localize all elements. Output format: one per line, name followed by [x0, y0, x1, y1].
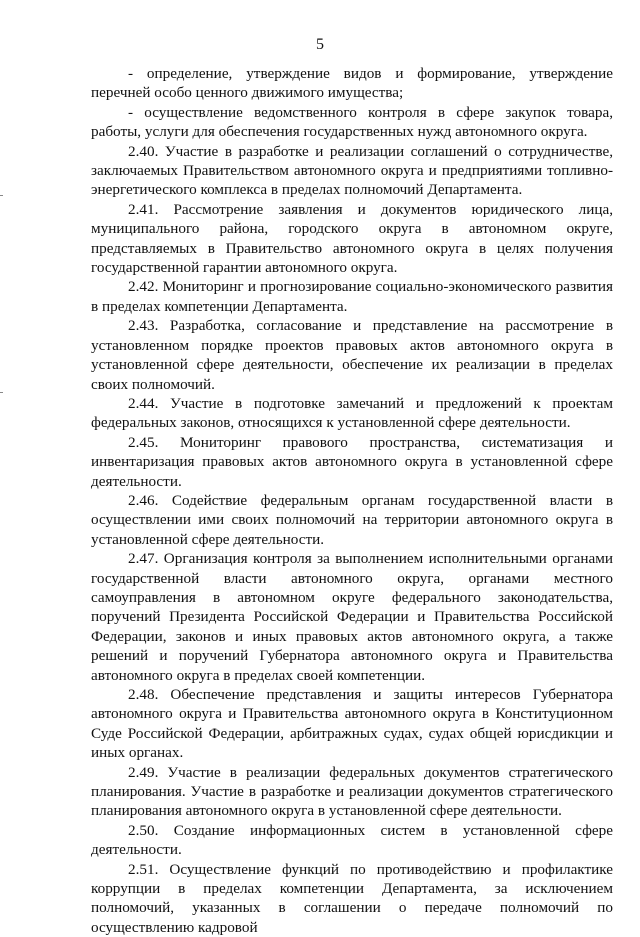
paragraph-2-41: 2.41. Рассмотрение заявления и документов юридического лица, муниципального района, городского округа в автономном округе, представляемых в Правительство автономного округа в целях получения государственной гарантии автономного округа. — [91, 200, 613, 277]
left-margin-mark — [0, 195, 3, 196]
paragraph-2-45: 2.45. Мониторинг правового пространства, систематизация и инвентаризация правовых актов автономного округа в установленной сфере деятельности. — [91, 433, 613, 490]
paragraph-2-40: 2.40. Участие в разработке и реализации соглашений о сотрудничестве, заключаемых Правительством автономного округа и предприятиями топливно-энергетического комплекса в пределах полномочий Департамента. — [91, 142, 613, 199]
paragraph-2-46: 2.46. Содействие федеральным органам государственной власти в осуществлении ими своих полномочий на территории автономного округа в установленной сфере деятельности. — [91, 491, 613, 548]
paragraph-2-44: 2.44. Участие в подготовке замечаний и предложений к проектам федеральных законов, относящихся к установленной сфере деятельности. — [91, 394, 613, 432]
paragraph-2-43: 2.43. Разработка, согласование и представление на рассмотрение в установленном порядке проектов правовых актов автономного округа в установленной сфере деятельности, обеспечение их реализации в пределах своих полномочий. — [91, 317, 613, 393]
paragraph-1: - определение, утверждение видов и формирование, утверждение перечней особо ценного движимого имущества; — [91, 65, 613, 102]
paragraph-2-48: 2.48. Обеспечение представления и защиты интересов Губернатора автономного округа и Правительства автономного округа в Конституционном Суде Российской Федерации, арбитражных судах, судах общей юрисдикции и иных органах. — [91, 686, 613, 762]
left-margin-mark — [0, 392, 3, 393]
paragraph-2-50: 2.50. Создание информационных систем в установленной сфере деятельности. — [91, 821, 613, 859]
paragraph-2-51: 2.51. Осуществление функций по противодействию и профилактике коррупции в пределах компетенции Департамента, за исключением полномочий, указанных в соглашении о передаче полномочий по осуществлению кадровой — [91, 860, 613, 936]
document-body — [91, 64, 613, 937]
paragraph-2: - осуществление ведомственного контроля в сфере закупок товара, работы, услуги для обеспечения государственных нужд автономного округа. — [91, 103, 613, 141]
paragraph-2-47: 2.47. Организация контроля за выполнением исполнительными органами государственной власти автономного округа, органами местного самоуправления в автономном округе федерального законодательства, поручений Президента Российской Федерации и Правительства Российской Федерации, законов и иных правовых актов автономного округа, а также решений и поручений Губернатора автономного округа и Правительства автономного округа в пределах своей компетенции. — [91, 550, 613, 684]
paragraph-2-49: 2.49. Участие в реализации федеральных документов стратегического планирования. Участие в разработке и реализации документов стратегического планирования автономного округа в установленной сфере деятельности. — [91, 763, 613, 820]
paragraph-2-42: 2.42. Мониторинг и прогнозирование социально-экономического развития в пределах компетенции Департамента. — [91, 278, 613, 315]
page-number: 5 — [316, 36, 324, 53]
